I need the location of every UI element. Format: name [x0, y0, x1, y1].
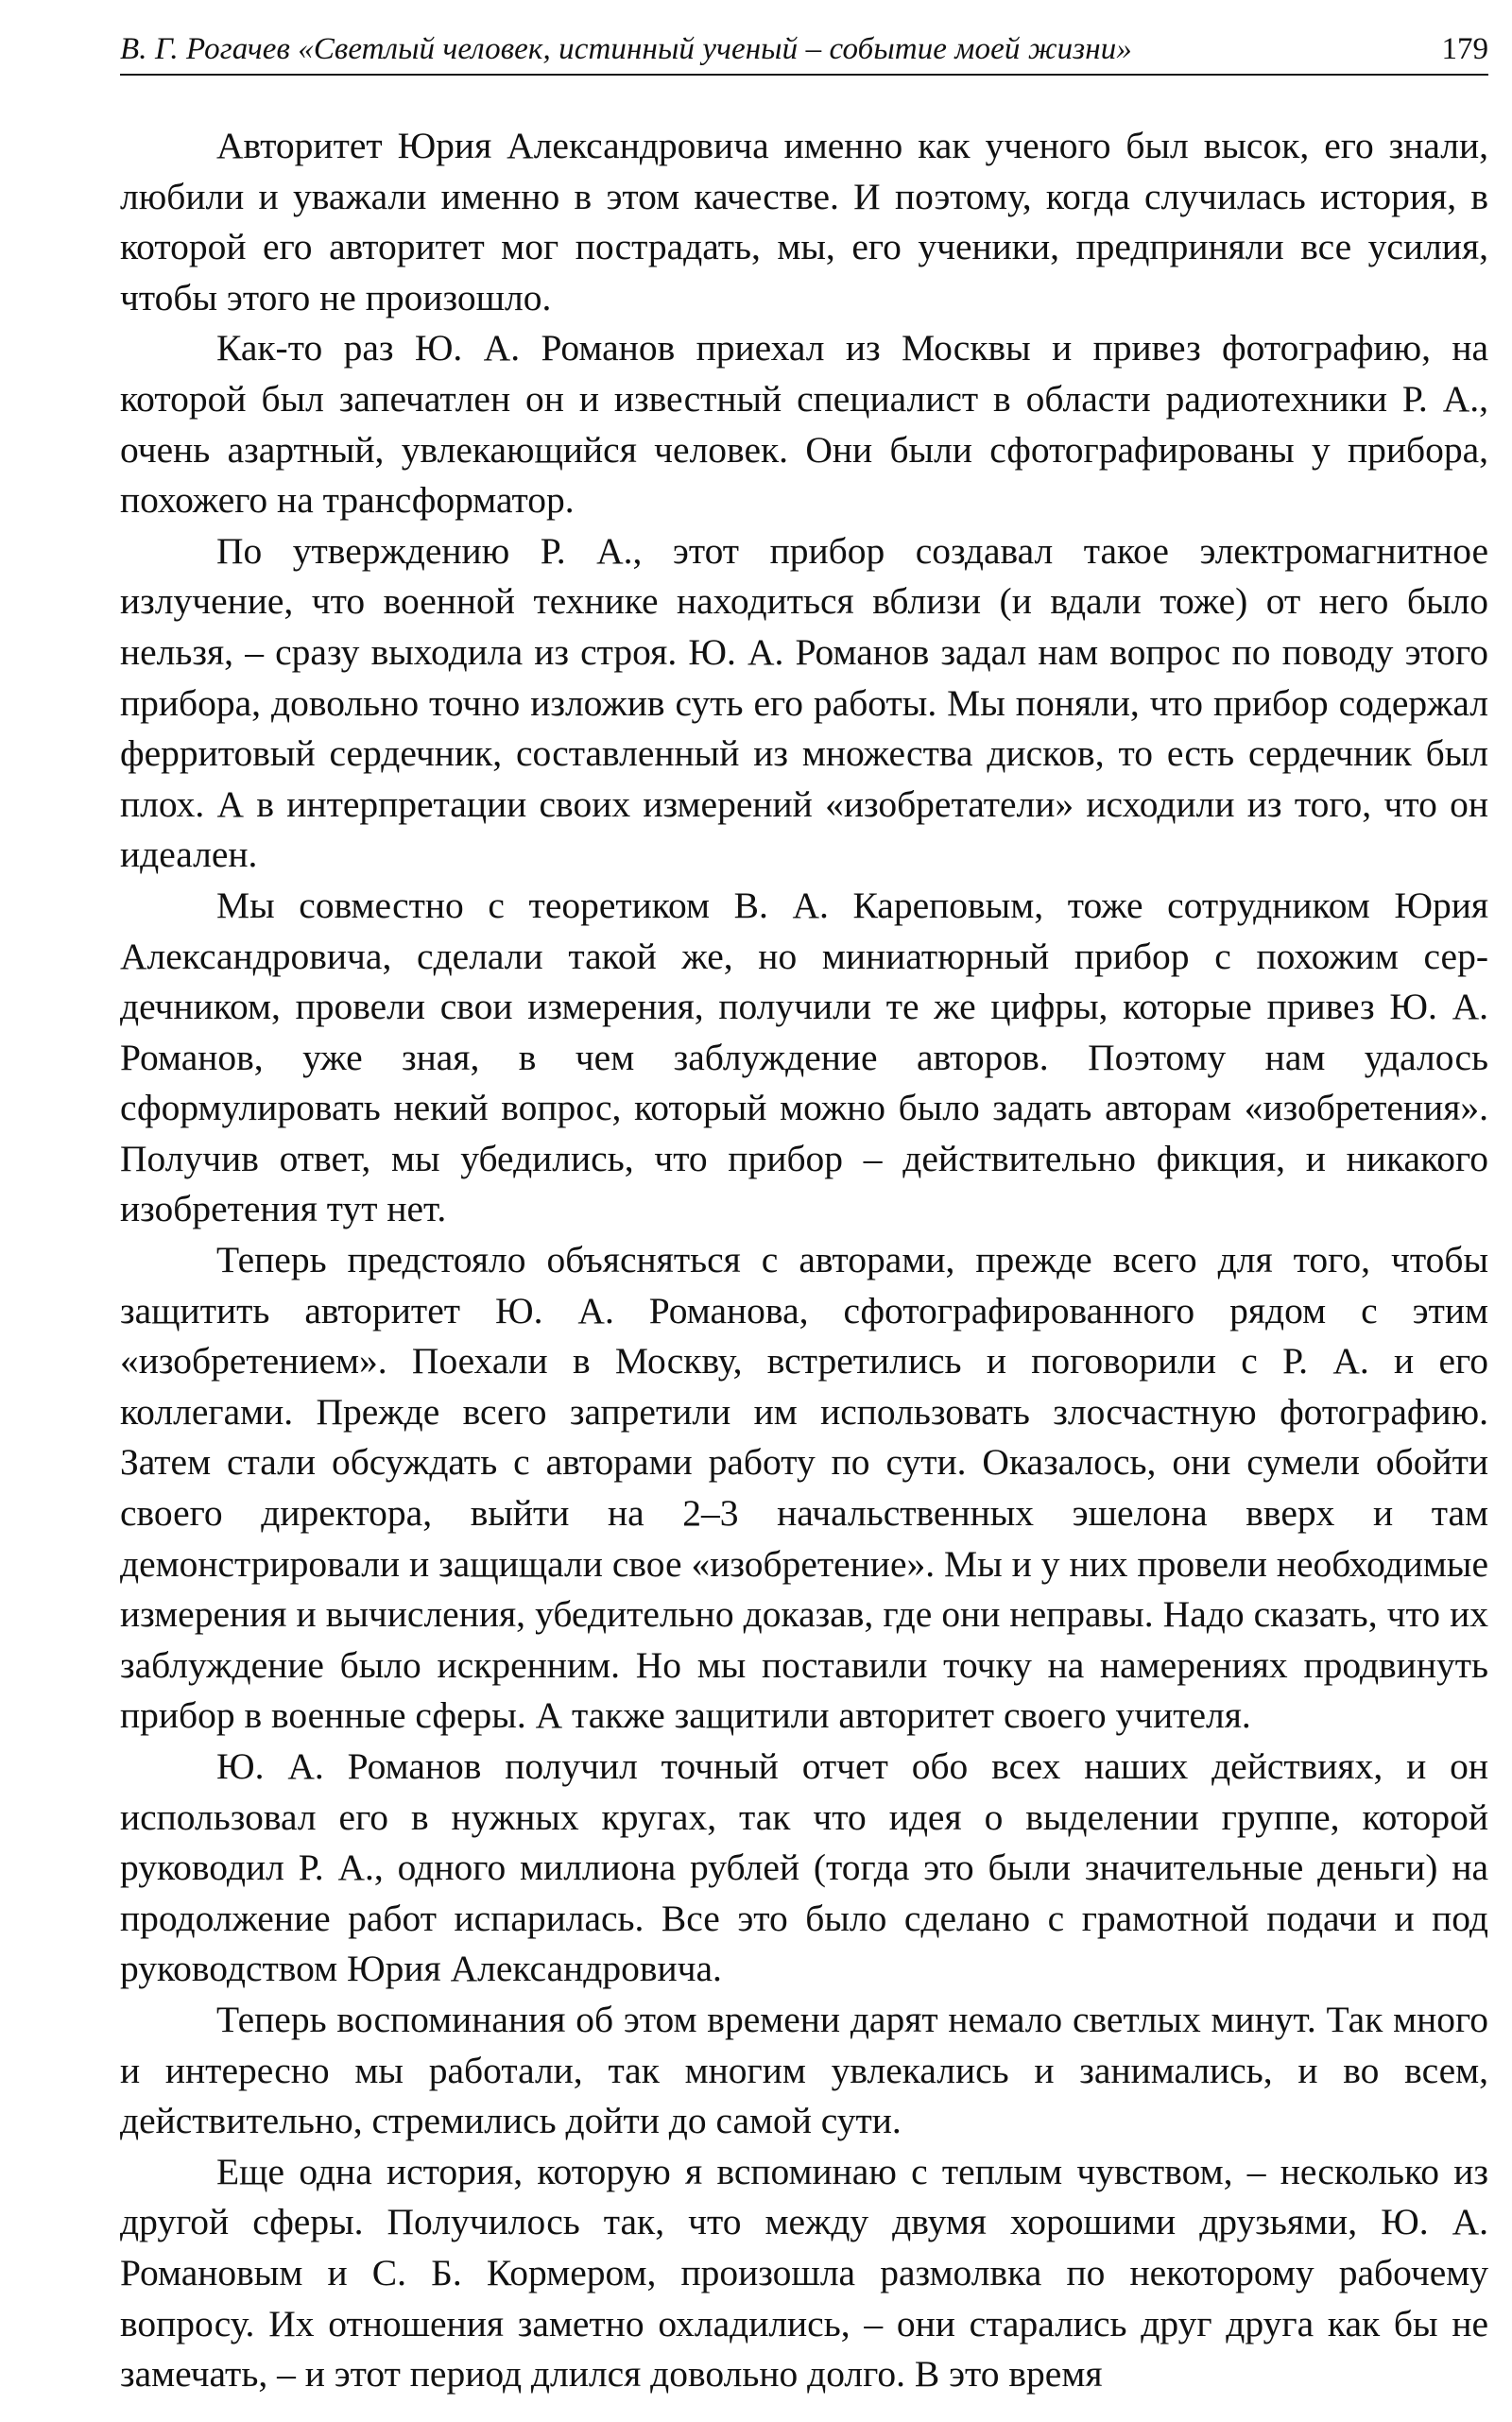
paragraph: Мы совместно с теоретиком В. А. Кареповым, тоже сотрудником Юрия Александровича, сделали такой же, но миниатюрный прибор с похожим сердечником, провели свои измерения, получили те же цифры, которые привез Ю. А. Романов, уже зная, в чем заблуждение авторов. Поэтому нам удалось сформулировать некий вопрос, который можно было задать авторам «изобретения». Получив ответ, мы убедились, что прибор – действительно фикция, и никакого изобретения тут нет. — [120, 884, 1488, 1230]
paragraph: Еще одна история, которую я вспоминаю с теплым чувством, – несколько из другой сферы. Получилось так, что между двумя хорошими друзьями, Ю. А. Романовым и С. Б. Кормером, произошла размолвка по некоторому рабочему вопросу. Их отношения заметно охладились, – они старались друг друга как бы не замечать, – и этот период длился довольно долго. В это время — [120, 2150, 1488, 2396]
page-number: 179 — [1441, 32, 1488, 66]
paragraph: Авторитет Юрия Александровича именно как ученого был высок, его знали, любили и уважали именно в этом качестве. И поэтому, когда случилась история, в которой его авторитет мог пострадать, мы, его ученики, предприняли все усилия, чтобы этого не произошло. — [120, 125, 1488, 318]
paragraph: По утверждению Р. А., этот прибор создавал такое электромагнитное излучение, что военной технике находиться вблизи (и вдали тоже) от него было нельзя, – сразу выходила из строя. Ю. А. Романов задал нам вопрос по поводу этого прибора, довольно точно изложив суть его работы. Мы поняли, что прибор содержал ферритовый сердечник, составленный из множества дисков, то есть сердечник был плох. А в интерпретации своих измерений «изобретатели» исходили из того, что он идеален. — [120, 529, 1488, 876]
paragraph: Как-то раз Ю. А. Романов приехал из Москвы и привез фотографию, на которой был запечатлен он и известный специалист в области радиотехники Р. А., очень азартный, увлекающийся человек. Они были сфотографированы у прибора, похожего на трансформатор. — [120, 327, 1488, 522]
running-header-title: В. Г. Рогачев «Светлый человек, истинный ученый – событие моей жизни» — [120, 32, 1132, 66]
paragraph: Теперь предстояло объясняться с авторами, прежде всего для того, чтобы защитить авторитет Ю. А. Романова, сфотографированного рядом с этим «изобретением». Поехали в Москву, встретились и поговорили с Р. А. и его коллегами. Прежде всего запретили им использовать злосчастную фотографию. Затем стали обсуждать с авторами работу по сути. Оказалось, они сумели обойти своего директора, выйти на 2–3 начальственных эшелона вверх и там демонстрировали и защищали свое «изобретение». Мы и у них провели необходимые измерения и вычисления, убедительно доказав, где они неправы. Надо сказать, что их заблуждение было искренним. Но мы поставили точку на намерениях продвинуть прибор в военные сферы. А также защитили авторитет своего учителя. — [120, 1239, 1488, 1737]
body-text — [120, 121, 1488, 2400]
paragraph: Ю. А. Романов получил точный отчет обо всех наших действиях, и он использовал его в нужных кругах, так что идея о выделении группе, которой руководил Р. А., одного миллиона рублей (тогда это были значительные деньги) на продолжение работ испарилась. Все это было сделано с грамотной подачи и под руководством Юрия Александровича. — [120, 1745, 1488, 1990]
paragraph: Теперь воспоминания об этом времени дарят немало светлых минут. Так много и интересно мы работали, так многим увлекались и занимались, и во всем, действительно, стремились дойти до самой сути. — [120, 1998, 1488, 2142]
running-header — [120, 21, 1488, 76]
